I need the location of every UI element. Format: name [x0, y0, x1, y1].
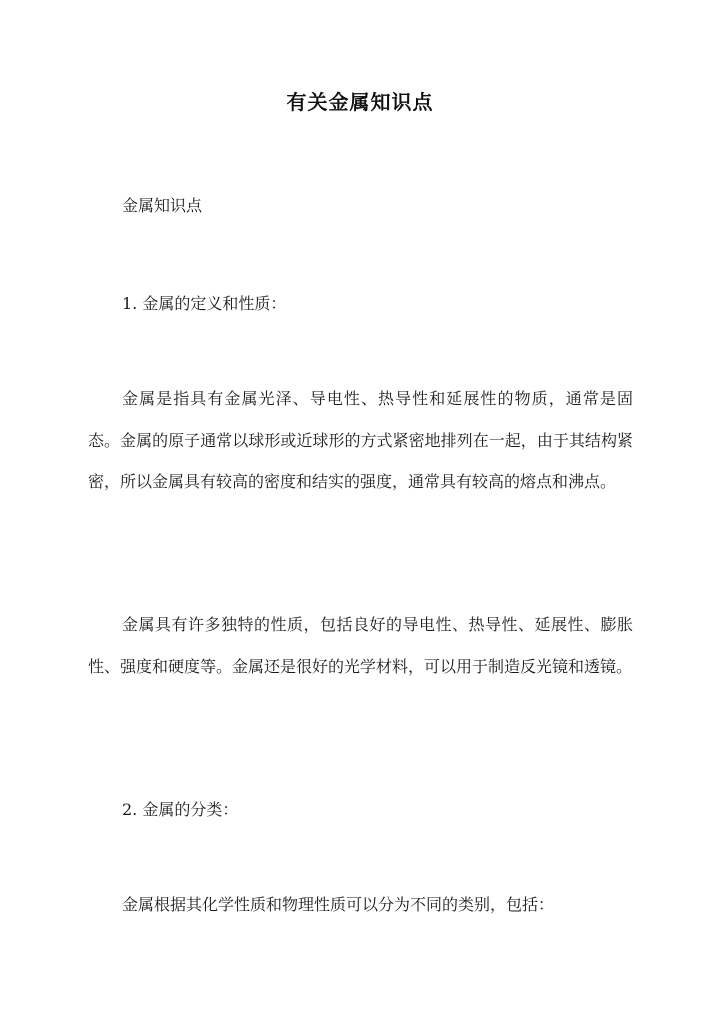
document-subtitle: 金属知识点	[122, 196, 203, 215]
section-2-heading: 2. 金属的分类：	[122, 800, 239, 819]
section-1-heading: 1. 金属的定义和性质：	[122, 294, 287, 313]
section-1-paragraph-1: 金属是指具有金属光泽、导电性、热导性和延展性的物质，通常是固态。金属的原子通常以球形或近球形的方式紧密地排列在一起，由于其结构紧密，所以金属具有较高的密度和结实的强度，通常具有较高的熔点和沸点。	[88, 389, 633, 491]
section-2-paragraph-1: 金属根据其化学性质和物理性质可以分为不同的类别，包括：	[122, 895, 555, 914]
document-title: 有关金属知识点	[286, 90, 434, 114]
section-1-paragraph-2: 金属具有许多独特的性质，包括良好的导电性、热导性、延展性、膨胀性、强度和硬度等。金属还是很好的光学材料，可以用于制造反光镜和透镜。	[88, 615, 633, 676]
